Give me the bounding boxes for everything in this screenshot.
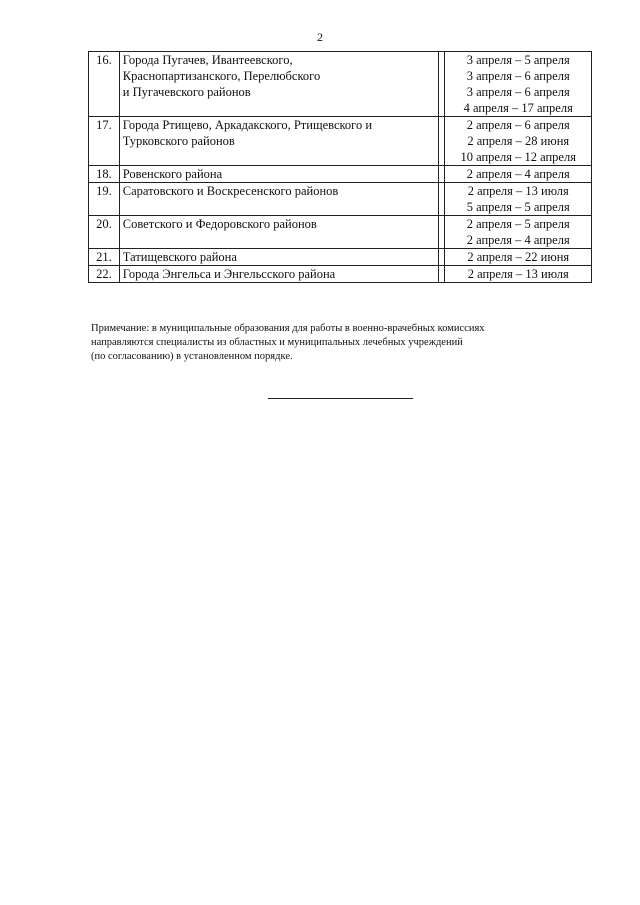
- municipality-name: [119, 117, 438, 166]
- row-number: 19.: [89, 183, 120, 216]
- date-range-cell: [445, 266, 592, 283]
- schedule-table: [88, 51, 592, 283]
- spacer-cell: [438, 249, 445, 266]
- municipality-name: [119, 216, 438, 249]
- table-row: [89, 266, 592, 283]
- date-range: 2 апреля – 22 июня: [467, 250, 570, 264]
- municipality-name-line: Саратовского и Воскресенского районов: [122, 184, 339, 198]
- table-row: [89, 166, 592, 183]
- spacer-cell: [438, 216, 445, 249]
- footnote: [91, 322, 591, 364]
- municipality-name-line: Краснопартизанского, Перелюбского: [122, 69, 321, 83]
- municipality-name-line: Города Ртищево, Аркадакского, Ртищевского и: [122, 118, 373, 132]
- date-range: 2 апреля – 4 апреля: [466, 233, 570, 247]
- date-range: 2 апреля – 13 июля: [467, 184, 569, 198]
- closing-rule: [268, 398, 413, 399]
- date-range: 2 апреля – 4 апреля: [466, 167, 570, 181]
- municipality-name: [119, 166, 438, 183]
- spacer-cell: [438, 266, 445, 283]
- date-range: 5 апреля – 5 апреля: [466, 200, 570, 214]
- row-number: 17.: [89, 117, 120, 166]
- date-range: 2 апреля – 5 апреля: [466, 217, 570, 231]
- row-number: 20.: [89, 216, 120, 249]
- schedule-table-body: [89, 52, 592, 283]
- date-range-cell: [445, 183, 592, 216]
- municipality-name-line: Города Энгельса и Энгельсского района: [122, 267, 336, 281]
- row-number: 22.: [89, 266, 120, 283]
- row-number: 18.: [89, 166, 120, 183]
- row-number: 16.: [89, 52, 120, 117]
- date-range: 3 апреля – 5 апреля: [466, 53, 570, 67]
- municipality-name-line: Города Пугачев, Ивантеевского,: [122, 53, 293, 67]
- date-range: 3 апреля – 6 апреля: [466, 85, 570, 99]
- table-row: [89, 249, 592, 266]
- date-range-cell: [445, 166, 592, 183]
- date-range: 2 апреля – 28 июня: [467, 134, 570, 148]
- date-range-cell: [445, 249, 592, 266]
- municipality-name: [119, 249, 438, 266]
- date-range-cell: [445, 117, 592, 166]
- date-range-cell: [445, 216, 592, 249]
- footnote-line: направляются специалисты из областных и муниципальных лечебных учреждений: [91, 337, 463, 348]
- municipality-name-line: Ровенского района: [122, 167, 223, 181]
- page-number: 2: [317, 30, 323, 44]
- municipality-name-line: Турковского районов: [122, 134, 235, 148]
- municipality-name-line: Советского и Федоровского районов: [122, 217, 317, 231]
- municipality-name-line: Татищевского района: [122, 250, 237, 264]
- footnote-line: (по согласованию) в установленном порядке.: [91, 351, 293, 362]
- table-row: [89, 52, 592, 117]
- municipality-name: [119, 183, 438, 216]
- date-range: 10 апреля – 12 апреля: [460, 150, 576, 164]
- table-row: [89, 117, 592, 166]
- municipality-name: [119, 52, 438, 117]
- spacer-cell: [438, 183, 445, 216]
- row-number: 21.: [89, 249, 120, 266]
- spacer-cell: [438, 52, 445, 117]
- date-range: 2 апреля – 6 апреля: [466, 118, 570, 132]
- spacer-cell: [438, 117, 445, 166]
- date-range-cell: [445, 52, 592, 117]
- table-row: [89, 216, 592, 249]
- spacer-cell: [438, 166, 445, 183]
- municipality-name-line: и Пугачевского районов: [122, 85, 251, 99]
- table-row: [89, 183, 592, 216]
- footnote-line: Примечание: в муниципальные образования для работы в военно-врачебных комиссиях: [91, 323, 485, 334]
- date-range: 4 апреля – 17 апреля: [463, 101, 573, 115]
- date-range: 2 апреля – 13 июля: [467, 267, 569, 281]
- date-range: 3 апреля – 6 апреля: [466, 69, 570, 83]
- municipality-name: [119, 266, 438, 283]
